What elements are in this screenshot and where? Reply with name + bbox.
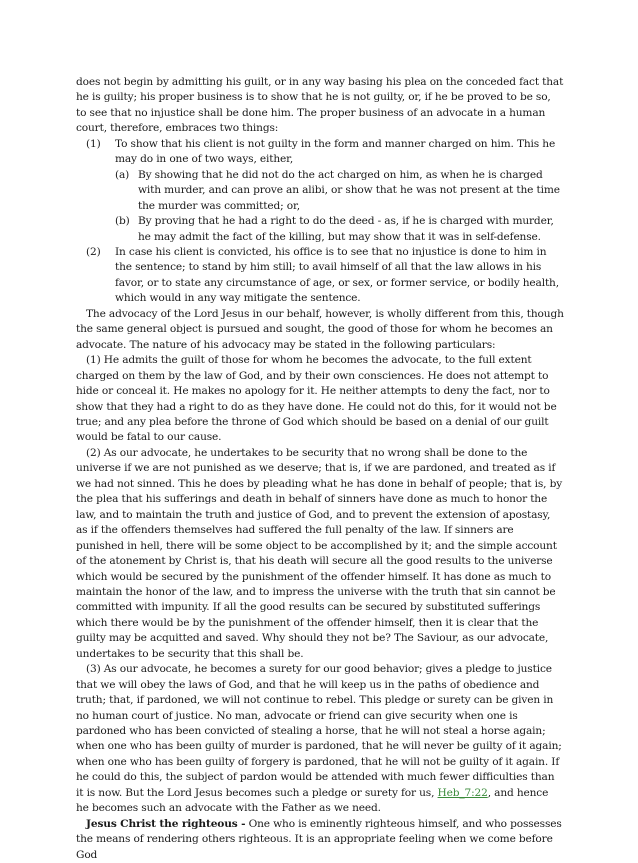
document-page bbox=[76, 75, 564, 863]
list-item-text: By showing that he did not do the act charged on him, as when he is charged with murder, and can prove an alibi, or show that he was not present at the time the murder was committed; or, bbox=[138, 168, 560, 212]
list-marker: (b) bbox=[115, 215, 130, 228]
paragraph-point-2: (2) As our advocate, he undertakes to be security that no wrong shall be done to the universe if we are not punished as we deserve; that is, if we are pardoned, and treated as if we had not sinned. This he does by pleading what he has done in behalf of people; that is, by the plea that his sufferings and death in behalf of sinners have done as much to honor the law, and to maintain the truth and justice of God, and to prevent the extension of apostasy, as if the offenders themselves had suffered the full penalty of the law. If sinners are punished in hell, there will be some object to be accomplished by it; and the simple account of the atonement by Christ is, that his death will secure all the good results to the universe which would be secured by the punishment of the offender himself. It has done as much to maintain the honor of the law, and to impress the universe with the truth that sin cannot be committed with impunity. If all the good results can be secured by substituted sufferings which there would be by the punishment of the offender himself, then it is clear that the guilty may be acquitted and saved. Why should they not be? The Saviour, as our advocate, undertakes to be security that this shall be. bbox=[76, 446, 563, 660]
paragraph-text: (3) As our advocate, he becomes a surety for our good behavior; gives a pledge to justice that we will obey the laws of God, and that he will keep us in the paths of obedience and truth; that, if pardoned, we will not continue to rebel. This pledge or surety can be given in no human court of justice. No man, advocate or friend can give security when one is pardoned who has been convicted of stealing a horse, that he will not steal a horse again; when one who has been guilty of murder is pardoned, that he will never be guilty of it again; when one who has been guilty of forgery is pardoned, that he will not be guilty of it again. If he could do this, the subject of pardon would be attended with much fewer difficulties than it is now. But the Lord Jesus becomes such a pledge or surety for us, bbox=[76, 663, 562, 799]
list-item-text: To show that his client is not guilty in the form and manner charged on him. This he may do in one of two ways, either, bbox=[115, 137, 556, 166]
list-item-text: By proving that he had a right to do the deed - as, if he is charged with murder, he may admit the fact of the killing, but may show that it was in self-defense. bbox=[138, 215, 554, 243]
list-item-1b bbox=[76, 214, 564, 245]
list-item-1a bbox=[76, 168, 564, 214]
scripture-reference-link[interactable]: Heb_7:22 bbox=[437, 786, 488, 799]
list-marker: (2) bbox=[86, 245, 101, 258]
paragraph-advocacy: The advocacy of the Lord Jesus in our behalf, however, is wholly different from this, though the same general object is pursued and sought, the good of those for whom he becomes an advocate. The nature of his advocacy may be stated in the following particulars: bbox=[76, 307, 564, 351]
paragraph-text: , and hence he becomes such an advocate with the Father as we need. bbox=[76, 786, 549, 815]
paragraph-point-3 bbox=[76, 662, 564, 817]
list-item-text: In case his client is convicted, his office is to see that no injustice is done to him in the sentence; to stand by him still; to avail himself of all that the law allows in his favor, or to state any circumstance of age, or sex, or former service, or bodily health, which would in any way mitigate the sentence. bbox=[115, 245, 559, 305]
paragraph-intro: does not begin by admitting his guilt, or in any way basing his plea on the conceded fact that he is guilty; his proper business is to show that he is not guilty, or, if he be proved to be so, to see that no injustice shall be done him. The proper business of an advocate in a human court, therefore, embraces two things: bbox=[76, 76, 564, 135]
term-heading: Jesus Christ the righteous - bbox=[86, 817, 246, 830]
list-marker: (a) bbox=[115, 168, 130, 181]
paragraph-text: One who is eminently righteous himself, and who possesses the means of rendering others righteous. It is an appropriate feeling when we come before God bbox=[76, 817, 562, 861]
list-item-2 bbox=[76, 245, 564, 307]
paragraph-point-1: (1) He admits the guilt of those for whom he becomes the advocate, to the full extent charged on them by the law of God, and by their own consciences. He does not attempt to hide or conceal it. He makes no apology for it. He neither attempts to deny the fact, nor to show that they had a right to do as they have done. He could not do this, for it would not be true; and any plea before the throne of God which should be based on a denial of our guilt would be fatal to our cause. bbox=[76, 354, 557, 444]
paragraph-righteous bbox=[76, 817, 564, 863]
list-item-1 bbox=[76, 137, 564, 168]
list-marker: (1) bbox=[86, 137, 101, 150]
